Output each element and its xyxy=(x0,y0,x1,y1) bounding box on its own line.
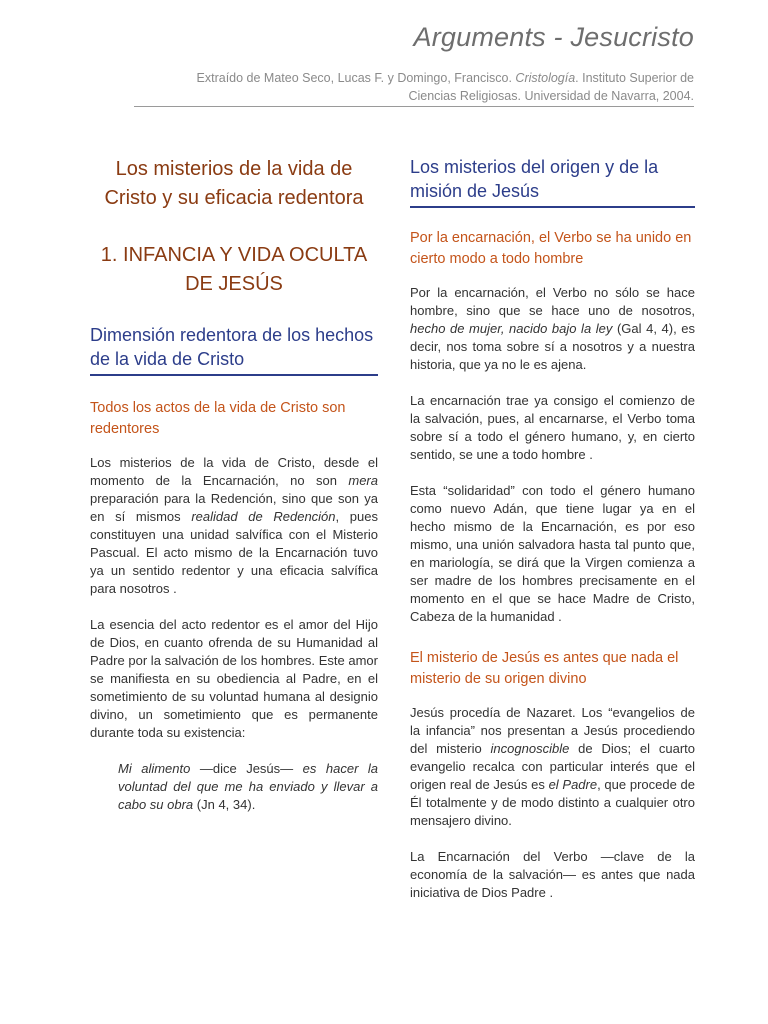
text-span: Jesús procedía de Nazaret. Los “evangelios de la infancia” nos presentan a Jesús procediendo del misterio xyxy=(410,705,695,756)
emphasis-el-padre: el Padre xyxy=(548,777,598,792)
section-title-misterios-origen: Los misterios del origen y de la misión de Jesús xyxy=(410,155,695,208)
source-line2: Ciencias Religiosas. Universidad de Navarra, 2004. xyxy=(134,87,694,107)
source-work-title: Cristología xyxy=(515,71,576,85)
source-suffix: . Instituto Superior de xyxy=(575,71,694,85)
source-prefix: Extraído de Mateo Seco, Lucas F. y Domingo, Francisco. xyxy=(196,71,516,85)
emphasis-hecho-de-mujer: hecho de mujer, nacido bajo la ley xyxy=(410,321,613,336)
paragraph-encarnacion xyxy=(410,284,695,374)
paragraph-verbo: La Encarnación del Verbo —clave de la economía de la salvación— es antes que nada iniciativa de Dios Padre . xyxy=(410,849,695,900)
chapter-title: 1. INFANCIA Y VIDA OCULTA DE JESÚS xyxy=(100,244,368,295)
source-citation xyxy=(134,69,694,107)
text-span: Los misterios de la vida de Cristo, desde el momento de la Encarnación, no son xyxy=(90,455,378,488)
paragraph-esencia: La esencia del acto redentor es el amor del Hijo de Dios, en cuanto ofrenda de su Humanidad al Padre por la salvación de los hombres. Este amor se manifiesta en su obediencia al Padre, en el sometimiento de su voluntad humana al designio divino, un sometimiento que es permanente durante toda su existencia: xyxy=(90,617,378,740)
paragraph-solidaridad: Esta “solidaridad” con todo el género humano como nuevo Adán, que tiene lugar ya en el hecho mismo de la Encarnación, es por eso mismo, una unión salvadora hasta tal punto que, en mariología, se dirá que la Virgen comienza a ser madre de los hombres precisamente en el momento en el que se hace Madre de Cristo, Cabeza de la humanidad . xyxy=(410,483,695,624)
quote-jn xyxy=(90,760,378,814)
main-title: Los misterios de la vida de Cristo y su eficacia redentora xyxy=(104,158,364,209)
emphasis-incognoscible: incognoscible xyxy=(490,741,570,756)
subsection-title-encarnacion: Por la encarnación, el Verbo se ha unido en cierto modo a todo hombre xyxy=(410,230,692,267)
section-title-dimension: Dimensión redentora de los hechos de la vida de Cristo xyxy=(90,323,378,376)
left-column xyxy=(90,155,378,814)
text-span: Por la encarnación, el Verbo no sólo se hace hombre, sino que se hace uno de nosotros, xyxy=(410,285,695,318)
emphasis-mera: mera xyxy=(348,473,378,488)
quote-reference: (Jn 4, 34). xyxy=(193,797,256,812)
quote-emphasis: Mi alimento xyxy=(118,761,191,776)
text-span: preparación para la Redención, sino que son ya en sí mismos xyxy=(90,491,378,524)
subsection-title-actos: Todos los actos de la vida de Cristo son redentores xyxy=(90,400,346,437)
quote-text: —dice Jesús— xyxy=(190,761,303,776)
paragraph-nazaret xyxy=(410,704,695,830)
paragraph-misterios xyxy=(90,454,378,598)
text-span: de Dios; el cuarto evangelio recalca con particular interés que el origen real de Jesús es xyxy=(410,741,695,792)
document-title: Arguments - Jesucristo xyxy=(413,22,694,52)
quote-emphasis: es hacer la voluntad del que me ha enviado y llevar a cabo su obra xyxy=(118,761,379,812)
paragraph-salvacion: La encarnación trae ya consigo el comienzo de la salvación, pues, al encarnarse, el Verbo toma sobre sí a todo el género humano, y, en cierto sentido, se une a todo hombre . xyxy=(410,393,695,462)
subsection-title-origen-divino: El misterio de Jesús es antes que nada el misterio de su origen divino xyxy=(410,650,679,687)
right-column xyxy=(410,155,695,902)
text-span: , que procede de Él totalmente y de modo distinto a cualquier otro mensajero divino. xyxy=(410,777,695,828)
text-span: (Gal 4, 4), es decir, nos toma sobre sí a nosotros y a nuestra historia, que ya no le es ajena. xyxy=(410,321,696,372)
emphasis-realidad: realidad de Redención xyxy=(191,509,336,524)
text-span: , pues constituyen una unidad salvífica con el Misterio Pascual. El acto mismo de la Encarnación tuvo ya un sentido redentor y una eficacia salvífica para nosotros . xyxy=(90,509,378,596)
